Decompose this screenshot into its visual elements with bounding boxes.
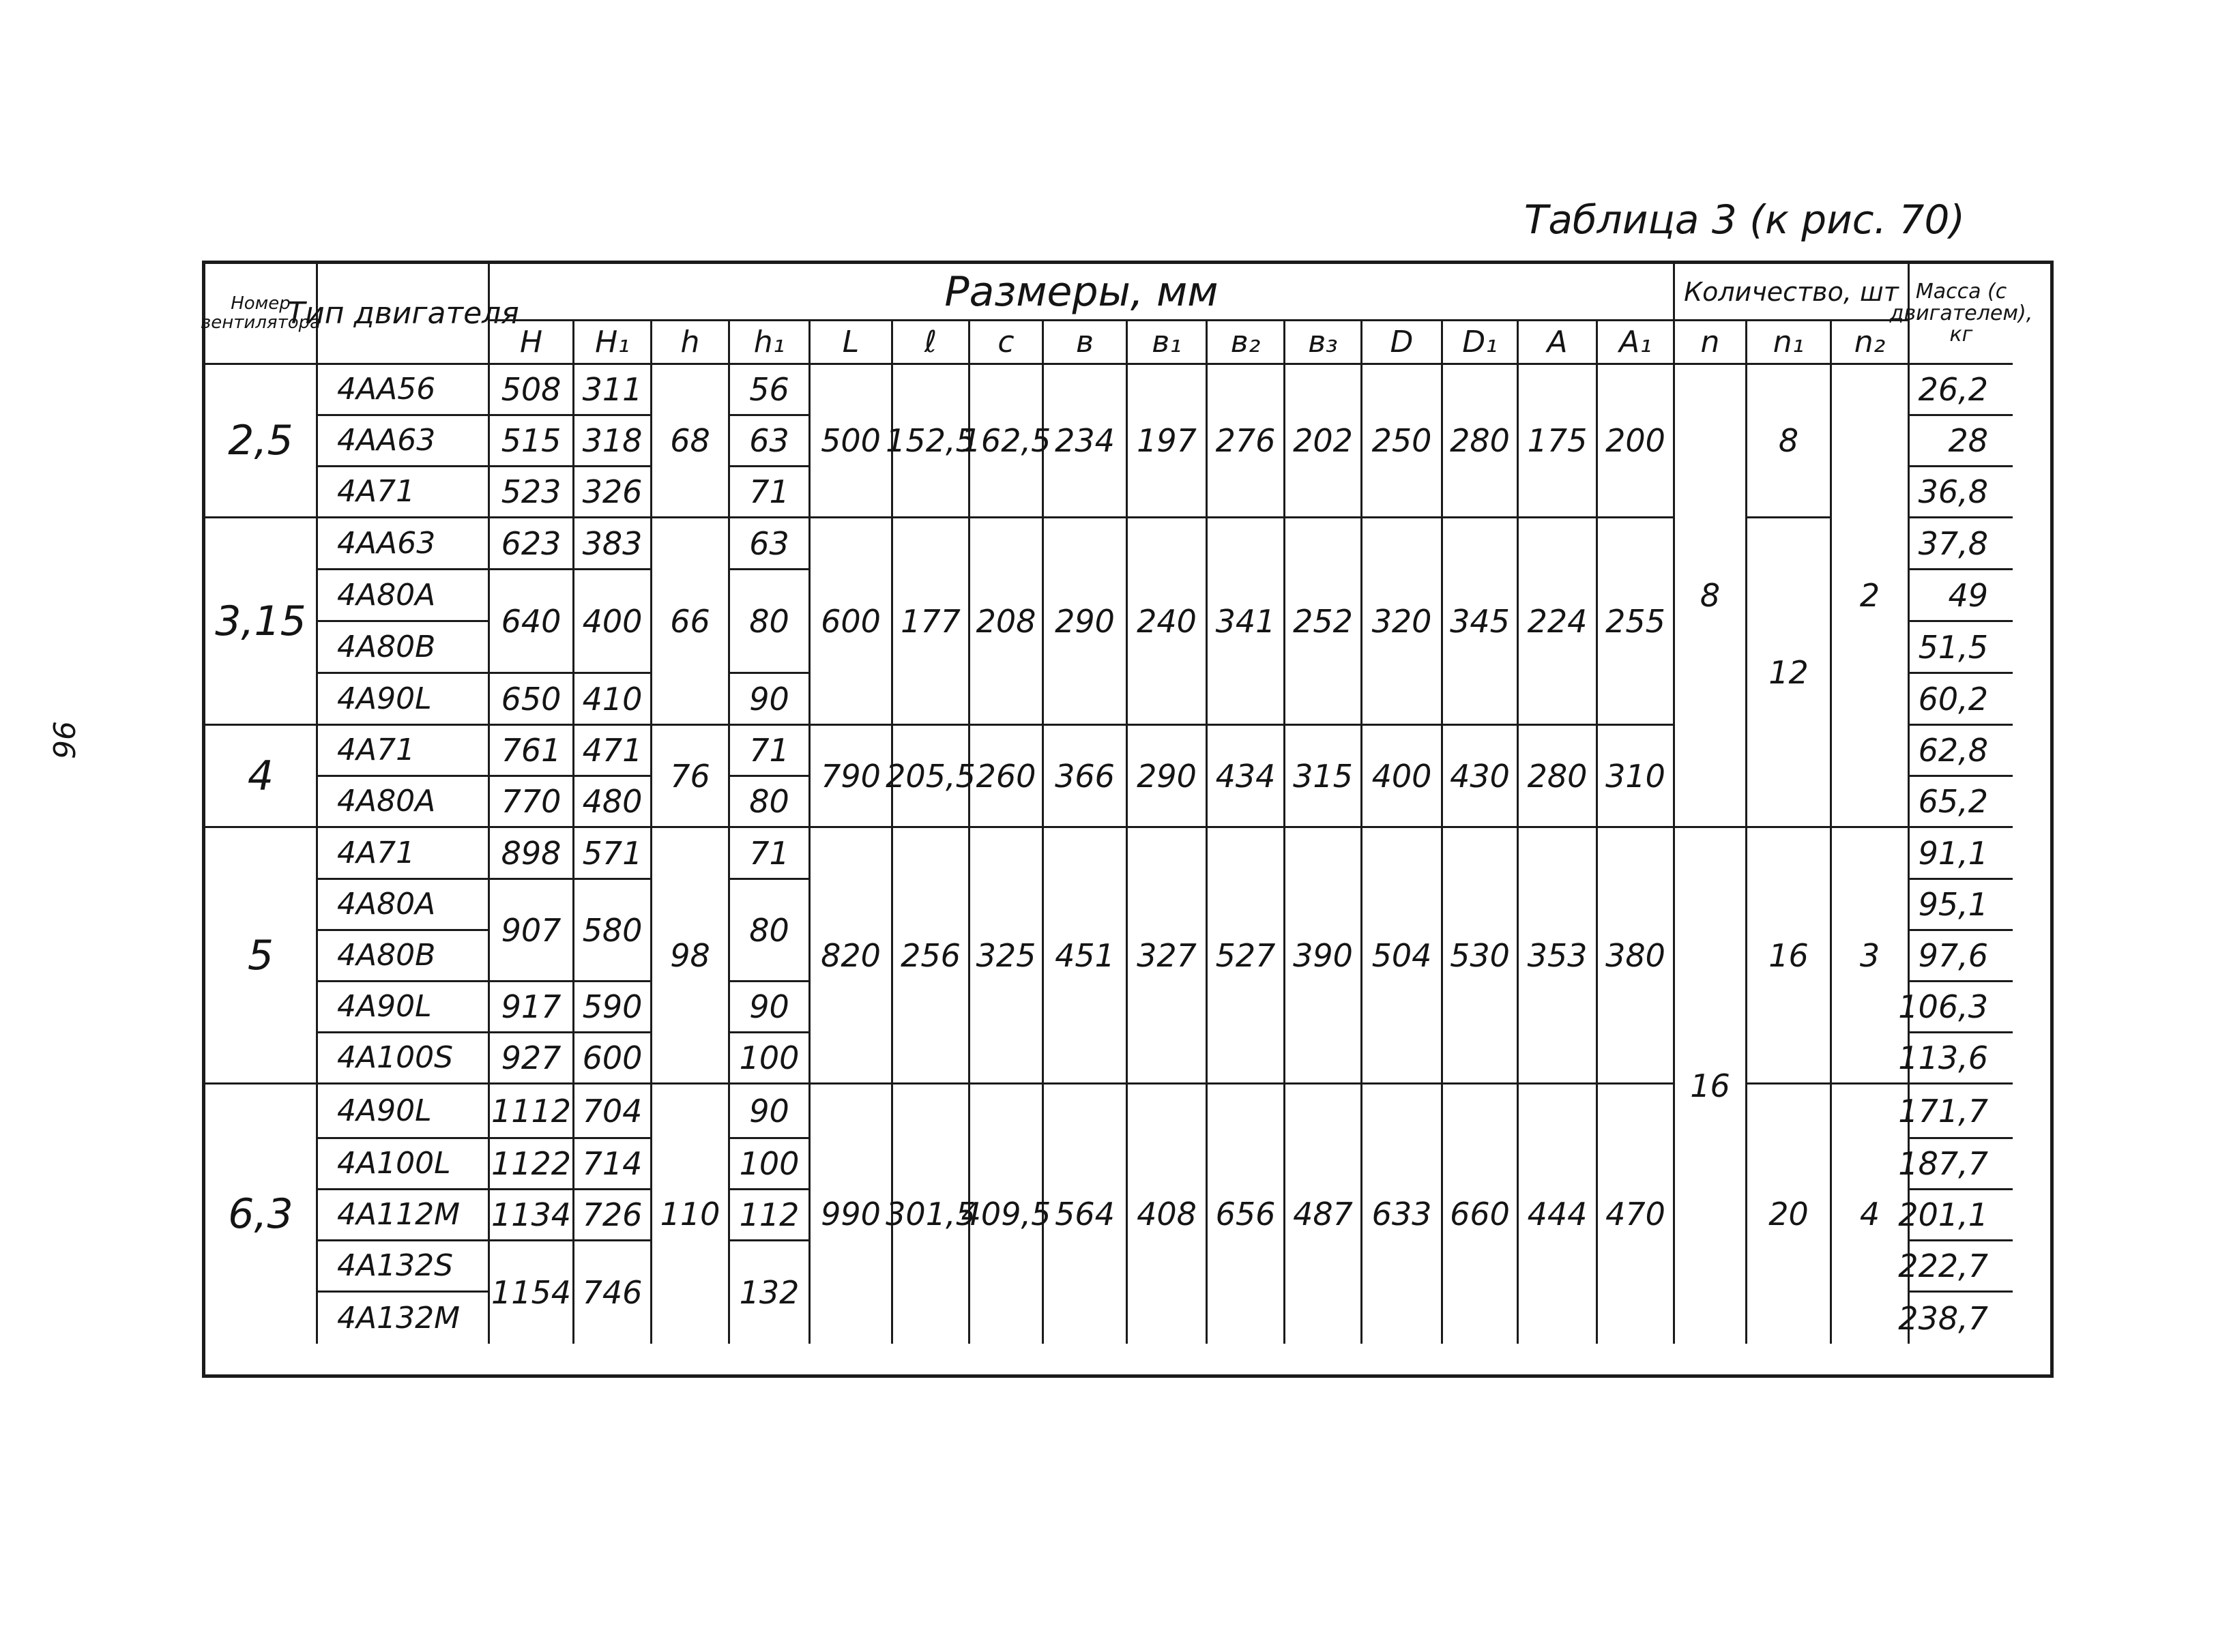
dim-b3: 315 [1285,726,1362,828]
dim-c: 162,5 [970,365,1044,518]
dimensions-table [202,261,2054,1378]
dim-a1: 380 [1598,828,1675,1085]
header-h1: h₁ [730,321,811,365]
dim-H1: 726 [574,1190,652,1241]
dim-h1: 80 [730,777,811,828]
dim-l: 256 [893,828,970,1085]
dim-b2: 276 [1208,365,1285,518]
dim-b: 564 [1044,1085,1128,1344]
motor-type: 4А112М [318,1190,490,1241]
header-D1: D₁ [1443,321,1519,365]
dim-c: 208 [970,518,1044,726]
dim-H: 640 [490,570,574,674]
mass-value: 51,5 [1910,622,2013,674]
dim-l: 990 [811,1085,893,1344]
dim-b3: 390 [1285,828,1362,1085]
header-L: L [811,321,893,365]
dim-b: 366 [1044,726,1128,828]
dim-h: 110 [652,1085,730,1344]
header-b: в [1044,321,1128,365]
qty-n1: 12 [1747,518,1832,828]
dim-l: 177 [893,518,970,726]
dim-b1: 240 [1128,518,1208,726]
qty-n: 16 [1675,828,1747,1344]
qty-n2: 4 [1832,1085,1910,1344]
header-c: c [970,321,1044,365]
dim-h: 76 [652,726,730,828]
motor-type: 4А132М [318,1293,490,1344]
dim-h1: 112 [730,1190,811,1241]
page-number: 96 [46,721,81,759]
motor-type: 4АА56 [318,365,490,416]
dim-H1: 704 [574,1085,652,1139]
dim-a1: 310 [1598,726,1675,828]
dim-H: 1154 [490,1241,574,1344]
motor-type: 4А80А [318,880,490,931]
dim-d: 633 [1362,1085,1443,1344]
dim-a: 280 [1519,726,1598,828]
dim-d: 320 [1362,518,1443,726]
dim-l: 205,5 [893,726,970,828]
motor-type: 4А90L [318,982,490,1033]
dim-h1: 71 [730,828,811,880]
dim-H1: 311 [574,365,652,416]
header-H1: H₁ [574,321,652,365]
header-fan-number: Номер вентилятора [205,264,318,365]
dim-H: 1134 [490,1190,574,1241]
dim-H1: 746 [574,1241,652,1344]
header-H: H [490,321,574,365]
dim-h1: 56 [730,365,811,416]
motor-type: 4А100S [318,1033,490,1085]
dim-a: 175 [1519,365,1598,518]
header-motor-type: Тип двигателя [318,264,490,365]
dim-H: 623 [490,518,574,570]
table-caption: Таблица 3 (к рис. 70) [1524,196,1965,243]
dim-a1: 255 [1598,518,1675,726]
mass-value: 97,6 [1910,931,2013,982]
dim-h1: 80 [730,570,811,674]
mass-value: 238,7 [1898,1299,1988,1337]
dim-H: 907 [490,880,574,982]
dim-b1: 327 [1128,828,1208,1085]
mass-value: 28 [1910,416,2013,467]
dim-H: 898 [490,828,574,880]
mass-value: 222,7 [1910,1241,2013,1293]
dim-h1: 63 [730,518,811,570]
dim-h1: 90 [730,1085,811,1139]
header-l: ℓ [893,321,970,365]
mass-value: 106,3 [1910,982,2013,1033]
header-b2: в₂ [1208,321,1285,365]
dim-b2: 656 [1208,1085,1285,1344]
dim-b1: 408 [1128,1085,1208,1344]
motor-type: 4А71 [318,726,490,777]
dim-d: 400 [1362,726,1443,828]
dim-d: 250 [1362,365,1443,518]
dim-h1: 100 [730,1139,811,1190]
qty-n1: 8 [1747,365,1832,518]
dim-H: 1122 [490,1139,574,1190]
fan-number: 6,3 [205,1085,318,1344]
header-b3: в₃ [1285,321,1362,365]
mass-value: 91,1 [1910,828,2013,880]
fan-number: 4 [205,726,318,828]
dim-d1: 345 [1443,518,1519,726]
fan-number: 2,5 [205,365,318,518]
dim-h1: 132 [730,1241,811,1344]
dim-H1: 600 [574,1033,652,1085]
qty-n2: 2 [1832,365,1910,828]
header-h: h [652,321,730,365]
dim-c: 260 [970,726,1044,828]
dim-d1: 280 [1443,365,1519,518]
motor-type: 4АА63 [318,518,490,570]
dim-H1: 571 [574,828,652,880]
dim-H1: 318 [574,416,652,467]
dim-h1: 63 [730,416,811,467]
header-A: A [1519,321,1598,365]
header-n1: n₁ [1747,321,1832,365]
dim-H1: 400 [574,570,652,674]
header-dimensions: Размеры, мм [490,264,1675,321]
dim-H: 770 [490,777,574,828]
dim-b1: 290 [1128,726,1208,828]
dim-H1: 714 [574,1139,652,1190]
dim-h1: 90 [730,674,811,726]
mass-value: 201,1 [1910,1190,2013,1241]
motor-type: 4А80А [318,777,490,828]
dim-c: 325 [970,828,1044,1085]
qty-n2: 3 [1832,828,1910,1085]
header-quantity: Количество, шт [1675,264,1910,321]
dim-H: 1112 [490,1085,574,1139]
mass-value: 36,8 [1910,467,2013,518]
dim-l: 790 [811,726,893,828]
motor-type: 4А71 [318,467,490,518]
header-D: D [1362,321,1443,365]
mass-value: 113,6 [1910,1033,2013,1085]
dim-b: 290 [1044,518,1128,726]
motor-type: 4А80В [318,622,490,674]
motor-type: 4А100L [318,1139,490,1190]
qty-n1: 16 [1747,828,1832,1085]
dim-b3: 252 [1285,518,1362,726]
dim-h1: 71 [730,726,811,777]
dim-a: 444 [1519,1085,1598,1344]
header-b1: в₁ [1128,321,1208,365]
motor-type: 4А71 [318,828,490,880]
dim-l: 500 [811,365,893,518]
motor-type: 4А90L [318,674,490,726]
dim-H1: 383 [574,518,652,570]
fan-number: 5 [205,828,318,1085]
dim-H1: 480 [574,777,652,828]
qty-n: 8 [1675,365,1747,828]
mass-value: 62,8 [1910,726,2013,777]
dim-l: 152,5 [893,365,970,518]
mass-value: 37,8 [1910,518,2013,570]
dim-b1: 197 [1128,365,1208,518]
dim-b: 234 [1044,365,1128,518]
dim-H: 761 [490,726,574,777]
dim-d1: 660 [1443,1085,1519,1344]
dim-a1: 200 [1598,365,1675,518]
dim-h1: 100 [730,1033,811,1085]
mass-value: 187,7 [1910,1139,2013,1190]
mass-value: 49 [1910,570,2013,622]
dim-a: 224 [1519,518,1598,726]
header-mass: Масса (с двигателем), кг [1910,264,2013,365]
dim-h1: 90 [730,982,811,1033]
dim-b: 451 [1044,828,1128,1085]
header-A1: A₁ [1598,321,1675,365]
mass-value: 95,1 [1910,880,2013,931]
mass-value: 60,2 [1910,674,2013,726]
mass-value: 171,7 [1910,1085,2013,1139]
dim-c: 409,5 [970,1085,1044,1344]
dim-h1: 80 [730,880,811,982]
dim-b3: 487 [1285,1085,1362,1344]
dim-H: 508 [490,365,574,416]
mass-value: 65,2 [1910,777,2013,828]
dim-H: 917 [490,982,574,1033]
dim-H: 523 [490,467,574,518]
dim-h: 66 [652,518,730,726]
dim-H1: 580 [574,880,652,982]
dim-l: 820 [811,828,893,1085]
dim-H: 515 [490,416,574,467]
header-n2: n₂ [1832,321,1910,365]
header-n: n [1675,321,1747,365]
dim-l: 600 [811,518,893,726]
motor-type: 4А90L [318,1085,490,1139]
dim-d1: 430 [1443,726,1519,828]
motor-type: 4А80В [318,931,490,982]
dim-b2: 527 [1208,828,1285,1085]
dim-d1: 530 [1443,828,1519,1085]
dim-H1: 590 [574,982,652,1033]
dim-d: 504 [1362,828,1443,1085]
dim-h1: 71 [730,467,811,518]
dim-H1: 410 [574,674,652,726]
fan-number: 3,15 [205,518,318,726]
motor-type: 4А80А [318,570,490,622]
dim-b2: 341 [1208,518,1285,726]
dim-H1: 471 [574,726,652,777]
dim-H: 650 [490,674,574,726]
motor-type: 4А132S [318,1241,490,1293]
dim-a1: 470 [1598,1085,1675,1344]
dim-H1: 326 [574,467,652,518]
dim-h: 68 [652,365,730,518]
dim-h: 98 [652,828,730,1085]
dim-l: 301,5 [893,1085,970,1344]
motor-type: 4АА63 [318,416,490,467]
mass-value: 26,2 [1910,365,2013,416]
dim-b2: 434 [1208,726,1285,828]
dim-H: 927 [490,1033,574,1085]
dim-a: 353 [1519,828,1598,1085]
qty-n1: 20 [1747,1085,1832,1344]
dim-b3: 202 [1285,365,1362,518]
